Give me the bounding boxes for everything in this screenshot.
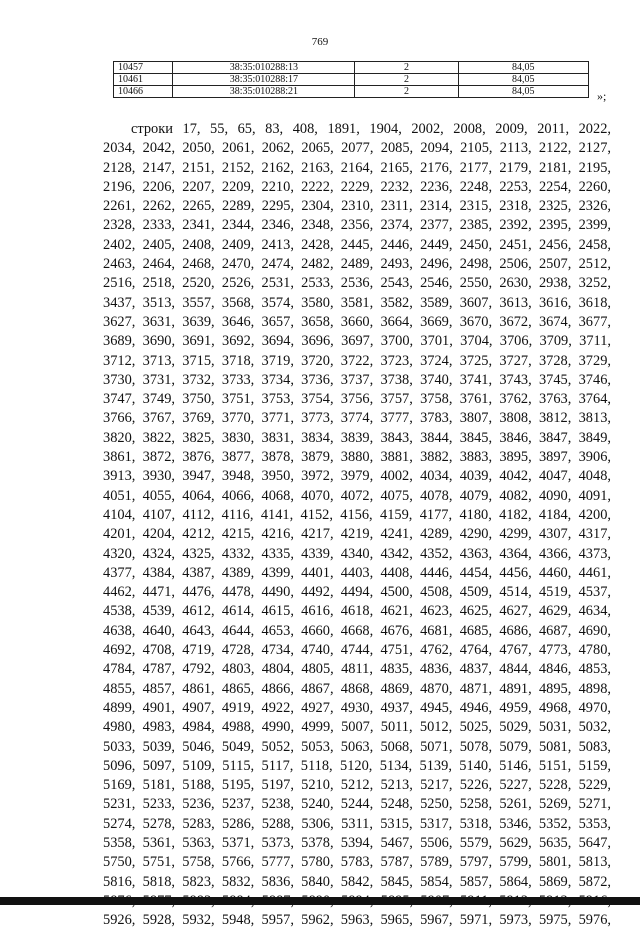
cell-count: 2 bbox=[355, 74, 458, 86]
cell-cadastral: 38:35:010288:13 bbox=[173, 62, 355, 74]
text-line: 4784, 4787, 4792, 4803, 4804, 4805, 4811, 4835, 4836, 4837, 4844, 4846, 4853, bbox=[103, 661, 611, 678]
text-line: 4855, 4857, 4861, 4865, 4866, 4867, 4868, 4869, 4870, 4871, 4891, 4895, 4898, bbox=[103, 680, 611, 697]
text-line: 4692, 4708, 4719, 4728, 4734, 4740, 4744, 4751, 4762, 4764, 4767, 4773, 4780, bbox=[103, 642, 611, 659]
text-line: 5096, 5097, 5109, 5115, 5117, 5118, 5120, 5134, 5139, 5140, 5146, 5151, 5159, bbox=[103, 757, 611, 774]
text-line: 3712, 3713, 3715, 3718, 3719, 3720, 3722, 3723, 3724, 3725, 3727, 3728, 3729, bbox=[103, 352, 611, 369]
cell-cadastral: 38:35:010288:17 bbox=[173, 74, 355, 86]
text-line: 4899, 4901, 4907, 4919, 4922, 4927, 4930, 4937, 4945, 4946, 4959, 4968, 4970, bbox=[103, 699, 611, 716]
text-line: 4104, 4107, 4112, 4116, 4141, 4152, 4156, 4159, 4177, 4180, 4182, 4184, 4200, bbox=[103, 506, 611, 523]
text-line: 2034, 2042, 2050, 2061, 2062, 2065, 2077, 2085, 2094, 2105, 2113, 2122, 2127, bbox=[103, 140, 611, 157]
text-line: 5274, 5278, 5283, 5286, 5288, 5306, 5311, 5315, 5317, 5318, 5346, 5352, 5353, bbox=[103, 815, 611, 832]
cell-number: 10457 bbox=[114, 62, 173, 74]
text-line: 5816, 5818, 5823, 5832, 5836, 5840, 5842, 5845, 5854, 5857, 5864, 5869, 5872, bbox=[103, 873, 611, 890]
text-line: 4980, 4983, 4984, 4988, 4990, 4999, 5007, 5011, 5012, 5025, 5029, 5031, 5032, bbox=[103, 719, 611, 736]
text-line: 4320, 4324, 4325, 4332, 4335, 4339, 4340, 4342, 4352, 4363, 4364, 4366, 4373, bbox=[103, 545, 611, 562]
table-closing-mark: »; bbox=[597, 89, 607, 103]
text-line: 2261, 2262, 2265, 2289, 2295, 2304, 2310, 2311, 2314, 2315, 2318, 2325, 2326, bbox=[103, 198, 611, 215]
cell-area: 84,05 bbox=[458, 86, 588, 98]
text-line: 3627, 3631, 3639, 3646, 3657, 3658, 3660, 3664, 3669, 3670, 3672, 3674, 3677, bbox=[103, 313, 611, 330]
table-row bbox=[114, 86, 589, 98]
text-line: 2402, 2405, 2408, 2409, 2413, 2428, 2445, 2446, 2449, 2450, 2451, 2456, 2458, bbox=[103, 236, 611, 253]
text-line: 4201, 4204, 4212, 4215, 4216, 4217, 4219, 4241, 4289, 4290, 4299, 4307, 4317, bbox=[103, 526, 611, 543]
text-line: 5926, 5928, 5932, 5948, 5957, 5962, 5963, 5965, 5967, 5971, 5973, 5975, 5976, bbox=[103, 912, 611, 929]
table-row bbox=[114, 74, 589, 86]
text-line: 5358, 5361, 5363, 5371, 5373, 5378, 5394, 5467, 5506, 5579, 5629, 5635, 5647, bbox=[103, 834, 611, 851]
text-line: 3820, 3822, 3825, 3830, 3831, 3834, 3839, 3843, 3844, 3845, 3846, 3847, 3849, bbox=[103, 429, 611, 446]
text-line: 3437, 3513, 3557, 3568, 3574, 3580, 3581, 3582, 3589, 3607, 3613, 3616, 3618, bbox=[103, 294, 611, 311]
text-line: 4051, 4055, 4064, 4066, 4068, 4070, 4072, 4075, 4078, 4079, 4082, 4090, 4091, bbox=[103, 487, 611, 504]
text-line: 4638, 4640, 4643, 4644, 4653, 4660, 4668, 4676, 4681, 4685, 4686, 4687, 4690, bbox=[103, 622, 611, 639]
text-line: 3766, 3767, 3769, 3770, 3771, 3773, 3774, 3777, 3783, 3807, 3808, 3812, 3813, bbox=[103, 410, 611, 427]
cell-cadastral: 38:35:010288:21 bbox=[173, 86, 355, 98]
text-line: 3747, 3749, 3750, 3751, 3753, 3754, 3756, 3757, 3758, 3761, 3762, 3763, 3764, bbox=[103, 391, 611, 408]
text-line: 4462, 4471, 4476, 4478, 4490, 4492, 4494, 4500, 4508, 4509, 4514, 4519, 4537, bbox=[103, 584, 611, 601]
cell-count: 2 bbox=[355, 62, 458, 74]
text-line: 4538, 4539, 4612, 4614, 4615, 4616, 4618, 4621, 4623, 4625, 4627, 4629, 4634, bbox=[103, 603, 611, 620]
text-line: 3913, 3930, 3947, 3948, 3950, 3972, 3979, 4002, 4034, 4039, 4042, 4047, 4048, bbox=[103, 468, 611, 485]
text-line: 5033, 5039, 5046, 5049, 5052, 5053, 5063, 5068, 5071, 5078, 5079, 5081, 5083, bbox=[103, 738, 611, 755]
text-line: 3861, 3872, 3876, 3877, 3878, 3879, 3880, 3881, 3882, 3883, 3895, 3897, 3906, bbox=[103, 449, 611, 466]
text-line: 3730, 3731, 3732, 3733, 3734, 3736, 3737, 3738, 3740, 3741, 3743, 3745, 3746, bbox=[103, 371, 611, 388]
cell-number: 10461 bbox=[114, 74, 173, 86]
text-line: строки 17, 55, 65, 83, 408, 1891, 1904, 2002, 2008, 2009, 2011, 2022, bbox=[131, 121, 611, 137]
text-line: 2463, 2464, 2468, 2470, 2474, 2482, 2489, 2493, 2496, 2498, 2506, 2507, 2512, bbox=[103, 256, 611, 273]
text-line: 2328, 2333, 2341, 2344, 2346, 2348, 2356, 2374, 2377, 2385, 2392, 2395, 2399, bbox=[103, 217, 611, 234]
text-line: 5169, 5181, 5188, 5195, 5197, 5210, 5212, 5213, 5217, 5226, 5227, 5228, 5229, bbox=[103, 777, 611, 794]
registry-table bbox=[113, 61, 589, 98]
cell-number: 10466 bbox=[114, 86, 173, 98]
text-line: 4377, 4384, 4387, 4389, 4399, 4401, 4403, 4408, 4446, 4454, 4456, 4460, 4461, bbox=[103, 564, 611, 581]
text-line: 5750, 5751, 5758, 5766, 5777, 5780, 5783, 5787, 5789, 5797, 5799, 5801, 5813, bbox=[103, 854, 611, 871]
cell-area: 84,05 bbox=[458, 62, 588, 74]
page-number: 769 bbox=[311, 36, 329, 48]
scan-bottom-edge bbox=[0, 897, 640, 905]
text-line: 2128, 2147, 2151, 2152, 2162, 2163, 2164, 2165, 2176, 2177, 2179, 2181, 2195, bbox=[103, 159, 611, 176]
cell-count: 2 bbox=[355, 86, 458, 98]
text-line: 2516, 2518, 2520, 2526, 2531, 2533, 2536, 2543, 2546, 2550, 2630, 2938, 3252, bbox=[103, 275, 611, 292]
table-row bbox=[114, 62, 589, 74]
text-line: 2196, 2206, 2207, 2209, 2210, 2222, 2229, 2232, 2236, 2248, 2253, 2254, 2260, bbox=[103, 178, 611, 195]
body-paragraph bbox=[103, 120, 611, 930]
cell-area: 84,05 bbox=[458, 74, 588, 86]
text-line: 5231, 5233, 5236, 5237, 5238, 5240, 5244, 5248, 5250, 5258, 5261, 5269, 5271, bbox=[103, 796, 611, 813]
text-line: 3689, 3690, 3691, 3692, 3694, 3696, 3697, 3700, 3701, 3704, 3706, 3709, 3711, bbox=[103, 333, 611, 350]
